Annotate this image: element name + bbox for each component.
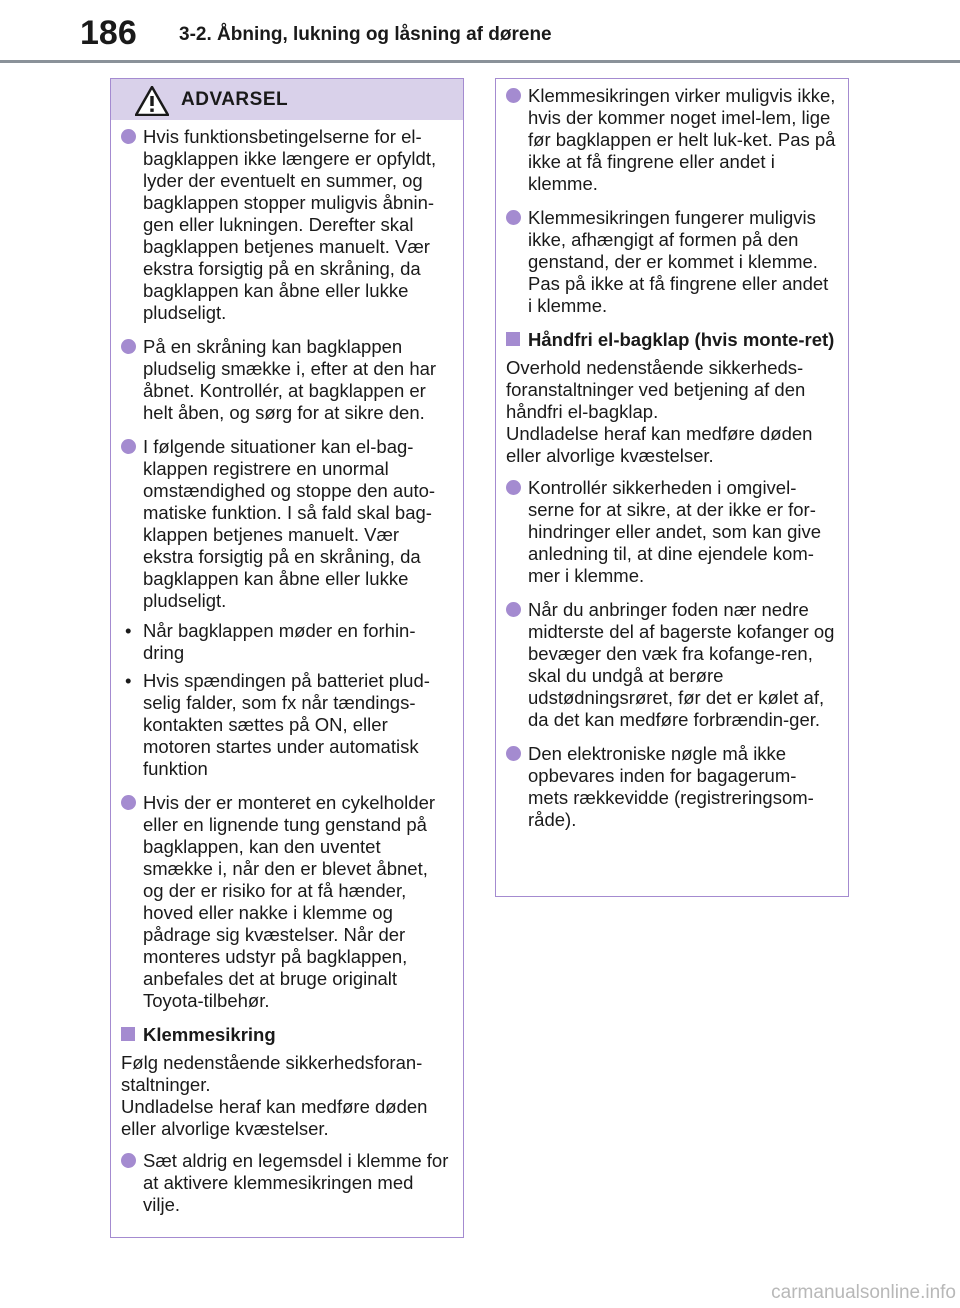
bullet-text: Hvis funktionsbetingelserne for el-bagklappen ikke længere er opfyldt, lyder der eventuelt en summer, og bagklappen stopper muligvis åbnin-gen eller lukningen. Derefter skal bagklappen betjenes manuelt. Vær ekstra forsigtig på en skråning, da bagklappen kan åbne eller lukke pludseligt. bbox=[143, 126, 437, 323]
warning-content-left bbox=[111, 120, 463, 1216]
bullet-text: Hvis der er monteret en cykelholder eller en lignende tung genstand på bagklappen, kan den uventet smække i, når den er blevet åbnet, og der er risiko for at få hænder, hoved eller nakke i klemme og pådrage sig kvæstelser. Når der monteres udstyr på bagklappen, anbefales det at bruge originalt Toyota-tilbehør. bbox=[143, 792, 436, 1011]
bullet-dot-icon bbox=[506, 88, 521, 103]
sub-list-item bbox=[121, 620, 451, 664]
header-divider bbox=[0, 60, 960, 63]
warning-content-right bbox=[496, 79, 848, 831]
sub-item-text: Hvis spændingen på batteriet plud-selig falder, som fx når tændings-kontakten sættes på ON, eller motoren startes under automatisk funktion bbox=[143, 670, 430, 779]
warning-header bbox=[111, 79, 463, 120]
bullet-text: Klemmesikringen fungerer muligvis ikke, afhængigt af formen på den genstand, der er kommet i klemme. Pas på ikke at få fingrene eller andet i klemme. bbox=[528, 207, 829, 316]
subsection-heading bbox=[121, 1024, 451, 1046]
watermark: carmanualsonline.info bbox=[771, 1282, 956, 1303]
sub-item-text: Når bagklappen møder en forhin-dring bbox=[143, 620, 416, 663]
bullet-dot-icon bbox=[121, 1153, 136, 1168]
bullet-dot-icon bbox=[506, 480, 521, 495]
paragraph: Overhold nedenstående sikkerheds-foranstaltninger ved betjening af den håndfri el-bagklap. bbox=[506, 357, 806, 422]
list-item bbox=[121, 336, 451, 424]
list-item bbox=[121, 792, 451, 1012]
list-item bbox=[121, 436, 451, 612]
paragraph: Undladelse heraf kan medføre døden eller alvorlige kvæstelser. bbox=[506, 423, 813, 466]
bullet-dot-icon bbox=[506, 602, 521, 617]
subsection-heading bbox=[506, 329, 836, 351]
list-item bbox=[121, 126, 451, 324]
warning-box-right bbox=[495, 78, 849, 897]
bullet-text: Klemmesikringen virker muligvis ikke, hvis der kommer noget imel-lem, lige før bagklappen er helt luk-ket. Pas på ikke at få fingrene eller andet i klemme. bbox=[528, 85, 836, 194]
bullet-dot-icon bbox=[121, 439, 136, 454]
subsection-heading-text: Håndfri el-bagklap (hvis monte-ret) bbox=[528, 329, 835, 350]
bullet-text: Kontrollér sikkerheden i omgivel-serne for at sikre, at der ikke er for-hindringer eller andet, som kan give anledning til, at dine ejendele kom-mer i klemme. bbox=[528, 477, 822, 586]
bullet-text: Når du anbringer foden nær nedre midterste del af bagerste kofanger og bevæger den væk fra kofange-ren, skal du undgå at berøre udstødningsrøret, før det er kølet af, da det kan medføre forbrændin-ger. bbox=[528, 599, 835, 730]
warning-box-left bbox=[110, 78, 464, 1238]
bullet-dot-icon bbox=[121, 129, 136, 144]
bullet-text: Den elektroniske nøgle må ikke opbevares inden for bagagerum-mets rækkevidde (registreringsom-råde). bbox=[528, 743, 814, 830]
paragraph: Følg nedenstående sikkerhedsforan-staltninger. bbox=[121, 1052, 423, 1095]
bullet-text: I følgende situationer kan el-bag-klappen registrere en unormal omstændighed og stoppe den auto-matiske funktion. I så fald skal bag-klappen betjenes manuelt. Vær ekstra forsigtig på en skråning, da bagklappen kan åbne eller lukke pludseligt. bbox=[143, 436, 436, 611]
list-item bbox=[506, 599, 836, 731]
list-item bbox=[506, 743, 836, 831]
sub-list-item bbox=[121, 670, 451, 780]
bullet-dot-icon bbox=[121, 795, 136, 810]
list-item bbox=[506, 207, 836, 317]
subsection-heading-text: Klemmesikring bbox=[143, 1024, 276, 1045]
bullet-dot-icon bbox=[506, 210, 521, 225]
bullet-dot-icon bbox=[506, 746, 521, 761]
sub-bullet-icon: • bbox=[125, 670, 132, 691]
bullet-text: Sæt aldrig en legemsdel i klemme for at aktivere klemmesikringen med vilje. bbox=[143, 1150, 449, 1215]
list-item bbox=[121, 1150, 451, 1216]
warning-label: ADVARSEL bbox=[181, 89, 289, 110]
section-title: 3-2. Åbning, lukning og låsning af dørene bbox=[179, 24, 552, 45]
sub-bullet-icon: • bbox=[125, 620, 132, 641]
page-number: 186 bbox=[80, 14, 137, 52]
list-item bbox=[506, 85, 836, 195]
square-marker-icon bbox=[121, 1027, 135, 1041]
paragraph: Undladelse heraf kan medføre døden eller alvorlige kvæstelser. bbox=[121, 1096, 428, 1139]
page-header bbox=[0, 0, 960, 64]
square-marker-icon bbox=[506, 332, 520, 346]
bullet-dot-icon bbox=[121, 339, 136, 354]
bullet-text: På en skråning kan bagklappen pludselig smække i, efter at den har åbnet. Kontrollér, at bagklappen er helt åben, og sørg for at sikre den. bbox=[143, 336, 437, 423]
list-item bbox=[506, 477, 836, 587]
warning-triangle-icon bbox=[135, 86, 169, 116]
